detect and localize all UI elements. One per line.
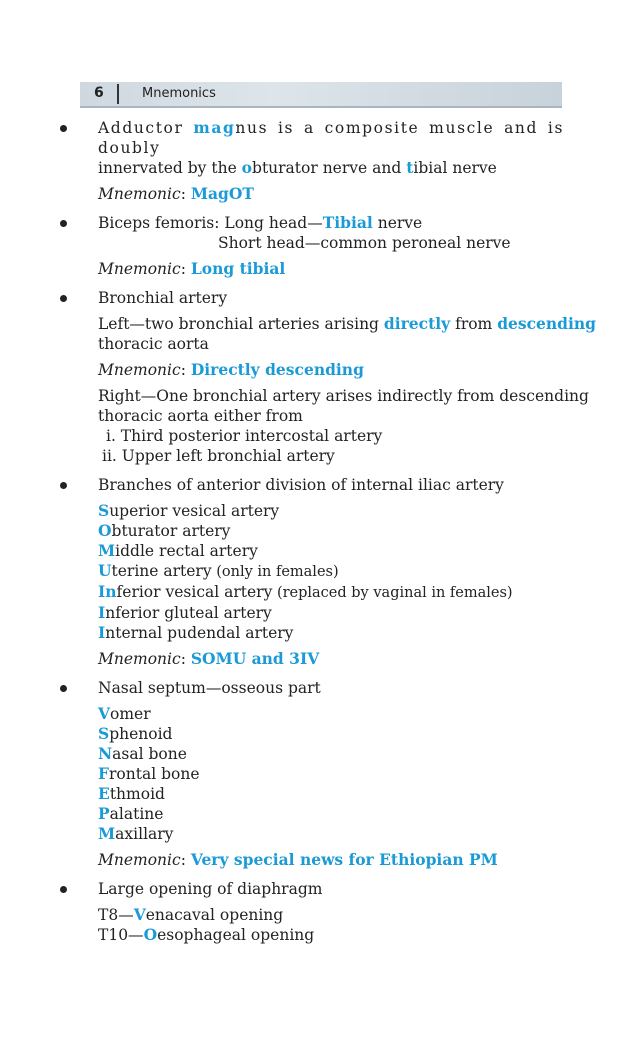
entry-title: Large opening of diaphragm [98, 880, 323, 898]
list-item: Nasal bone [98, 744, 187, 763]
list-item: Ethmoid [98, 784, 165, 803]
entry-bronchial-artery [60, 288, 597, 466]
text-line: Right—One bronchial artery arises indirectly from descending [98, 387, 589, 405]
page-number: 6 [94, 85, 104, 101]
header-divider [117, 84, 119, 104]
mnemonic-text: MagOT [190, 184, 254, 203]
mnemonic-line: Mnemonic: SOMU and 3IV [98, 649, 320, 668]
entry-title: Branches of anterior division of internal iliac artery [98, 476, 504, 494]
nasal-list [98, 704, 564, 844]
list-item: i. Third posterior intercostal artery [106, 427, 383, 445]
list-item: Uterine artery (only in females) [98, 561, 339, 580]
list-item: Internal pudendal artery [98, 623, 294, 642]
list-item: T10—Oesophageal opening [98, 925, 315, 944]
list-item: Inferior gluteal artery [98, 603, 272, 622]
mnemonic-line: Mnemonic: Very special news for Ethiopian PM [98, 850, 498, 869]
list-item: Frontal bone [98, 764, 200, 783]
mnemonic-text: Very special news for Ethiopian PM [190, 850, 498, 869]
iliac-list [98, 501, 564, 643]
list-item: Vomer [98, 704, 151, 723]
text-line: Adductor magnus is a composite muscle and is doubly [98, 118, 564, 157]
bullet-icon [60, 295, 67, 302]
text-line: Left—two bronchial arteries arising directly from descending [98, 314, 597, 333]
bullet-icon [60, 685, 67, 692]
list-item: Middle rectal artery [98, 541, 258, 560]
mnemonic-line: Mnemonic: MagOT [98, 184, 254, 203]
section-title: Mnemonics [142, 86, 216, 101]
list-item: Inferior vesical artery (replaced by vaginal in females) [98, 582, 513, 601]
mnemonic-text: Directly descending [190, 360, 364, 379]
text-line: thoracic aorta either from [98, 407, 303, 425]
list-item: Sphenoid [98, 724, 173, 743]
entry-adductor-magnus [60, 118, 564, 204]
entry-diaphragm [60, 879, 564, 945]
entry-nasal-septum [60, 678, 564, 870]
text-line: thoracic aorta [98, 335, 209, 353]
mnemonic-line: Mnemonic: Long tibial [98, 259, 286, 278]
list-item: Obturator artery [98, 521, 231, 540]
text-line: Short head—common peroneal nerve [218, 234, 511, 252]
bullet-icon [60, 886, 67, 893]
list-item: Palatine [98, 804, 164, 823]
text-line: innervated by the obturator nerve and tibial nerve [98, 158, 497, 177]
mnemonic-text: SOMU and 3IV [190, 649, 320, 668]
entry-title: Bronchial artery [98, 289, 228, 307]
page-body [60, 118, 597, 954]
running-header [80, 82, 562, 108]
entry-biceps-femoris [60, 213, 564, 279]
text-line: Biceps femoris: Long head—Tibial nerve [98, 213, 423, 232]
mnemonic-text: Long tibial [190, 259, 286, 278]
list-item: ii. Upper left bronchial artery [102, 447, 335, 465]
bullet-icon [60, 220, 67, 227]
bullet-icon [60, 125, 67, 132]
list-item: Superior vesical artery [98, 501, 280, 520]
list-item: Maxillary [98, 824, 174, 843]
entry-internal-iliac [60, 475, 564, 669]
entry-title: Nasal septum—osseous part [98, 679, 321, 697]
list-item: T8—Venacaval opening [98, 905, 284, 924]
bullet-icon [60, 482, 67, 489]
mnemonic-line: Mnemonic: Directly descending [98, 360, 364, 379]
